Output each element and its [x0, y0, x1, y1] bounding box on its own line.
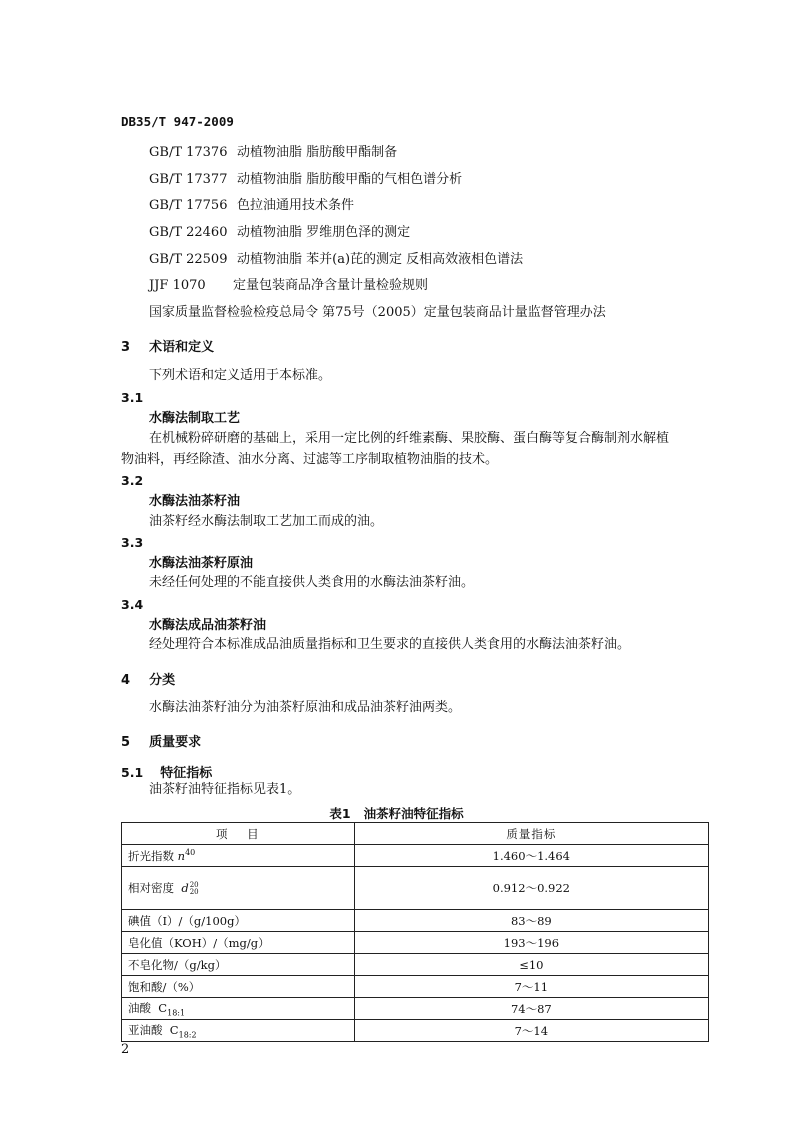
row-value: 7～14 [354, 1020, 708, 1042]
row-label: 折光指数 $n^{40}$ [122, 845, 355, 867]
section-heading [121, 731, 201, 750]
table-row [122, 867, 709, 910]
clause-number: 3.2 [121, 473, 144, 488]
reference-item [149, 172, 462, 188]
reference-title: 色拉油通用技术条件 [237, 198, 355, 213]
section-number: 4 [121, 673, 131, 688]
subsection-heading [121, 762, 212, 781]
section-intro: 下列术语和定义适用于本标准。 [149, 368, 332, 383]
table-row [122, 1020, 709, 1042]
row-value: 193～196 [354, 932, 708, 954]
term-definition: 经处理符合本标准成品油质量指标和卫生要求的直接供人类食用的水酶法油茶籽油。 [149, 637, 631, 652]
reference-title: 定量包装商品净含量计量检验规则 [233, 278, 429, 293]
clause-number: 3.3 [121, 535, 144, 550]
term-definition: 在机械粉碎研磨的基础上，采用一定比例的纤维素酶、果胶酶、蛋白酶等复合酶制剂水解植 [149, 431, 670, 446]
reference-title: 动植物油脂 罗维朋色泽的测定 [237, 225, 411, 240]
term-name: 水酶法油茶籽油 [149, 494, 241, 509]
reference-item [149, 198, 354, 214]
reference-title: 动植物油脂 脂肪酸甲酯制备 [237, 145, 398, 160]
table-row [122, 976, 709, 998]
section-text: 水酶法油茶籽油分为油茶籽原油和成品油茶籽油两类。 [149, 700, 462, 715]
term-definition: 未经任何处理的不能直接供人类食用的水酶法油茶籽油。 [149, 575, 475, 590]
term-definition: 油茶籽经水酶法制取工艺加工而成的油。 [149, 514, 384, 529]
row-value: 74～87 [354, 998, 708, 1020]
row-value: 0.912～0.922 [354, 867, 708, 910]
clause-number: 3.1 [121, 390, 144, 405]
reference-code: GB/T 17377 [149, 172, 228, 187]
reference-code: GB/T 17376 [149, 145, 228, 160]
section-heading [121, 336, 214, 355]
reference-code: GB/T 17756 [149, 198, 228, 213]
subsection-title: 特征指标 [160, 766, 213, 781]
density-fraction: 20 20 [189, 881, 199, 896]
term-name: 水酶法成品油茶籽油 [149, 618, 267, 633]
row-label: 饱和酸/（%） [122, 976, 355, 998]
page-number: 2 [121, 1042, 130, 1057]
section-title: 质量要求 [149, 735, 202, 750]
row-label: 亚油酸 $C_{18:2}$ [122, 1020, 355, 1042]
reference-title: 国家质量监督检验检疫总局令 第75号（2005）定量包装商品计量监督管理办法 [149, 305, 606, 320]
reference-item [149, 252, 523, 268]
row-label: 油酸 $C_{18:1}$ [122, 998, 355, 1020]
subsection-text: 油茶籽油特征指标见表1。 [149, 782, 301, 797]
term-definition: 物油料，再经除渣、油水分离、过滤等工序制取植物油脂的技术。 [121, 452, 499, 467]
table-row [122, 954, 709, 976]
reference-code: GB/T 22509 [149, 252, 228, 267]
section-title: 术语和定义 [149, 340, 215, 355]
reference-item [149, 305, 606, 321]
reference-item [149, 278, 428, 294]
row-value: 7～11 [354, 976, 708, 998]
row-value: 83～89 [354, 910, 708, 932]
section-number: 3 [121, 340, 131, 355]
reference-title: 动植物油脂 脂肪酸甲酯的气相色谱分析 [237, 172, 463, 187]
row-label: 相对密度 d 20 20 [122, 867, 355, 910]
table-header-row [122, 823, 709, 845]
row-value: 1.460～1.464 [354, 845, 708, 867]
row-label: 碘值（I）/（g/100g） [122, 910, 355, 932]
section-title: 分类 [149, 673, 176, 688]
clause-number: 3.4 [121, 597, 144, 612]
spec-table [121, 822, 709, 1042]
table-row [122, 910, 709, 932]
reference-code: JJF 1070 [149, 278, 206, 293]
reference-item [149, 145, 397, 161]
table-row [122, 932, 709, 954]
reference-item [149, 225, 410, 241]
term-name: 水酶法制取工艺 [149, 411, 241, 426]
table-row [122, 998, 709, 1020]
subsection-number: 5.1 [121, 765, 144, 780]
standard-code: DB35/T 947-2009 [121, 114, 234, 129]
row-label: 皂化值（KOH）/（mg/g） [122, 932, 355, 954]
row-label: 不皂化物/（g/kg） [122, 954, 355, 976]
table-caption: 表1 油茶籽油特征指标 [329, 806, 464, 821]
column-header-item: 项 目 [122, 823, 355, 845]
table-row [122, 845, 709, 867]
term-name: 水酶法油茶籽原油 [149, 556, 254, 571]
row-value: ≤10 [354, 954, 708, 976]
section-heading [121, 669, 175, 688]
column-header-value: 质量指标 [354, 823, 708, 845]
section-number: 5 [121, 735, 131, 750]
reference-title: 动植物油脂 苯并(a)芘的测定 反相高效液相色谱法 [237, 252, 524, 267]
reference-code: GB/T 22460 [149, 225, 228, 240]
